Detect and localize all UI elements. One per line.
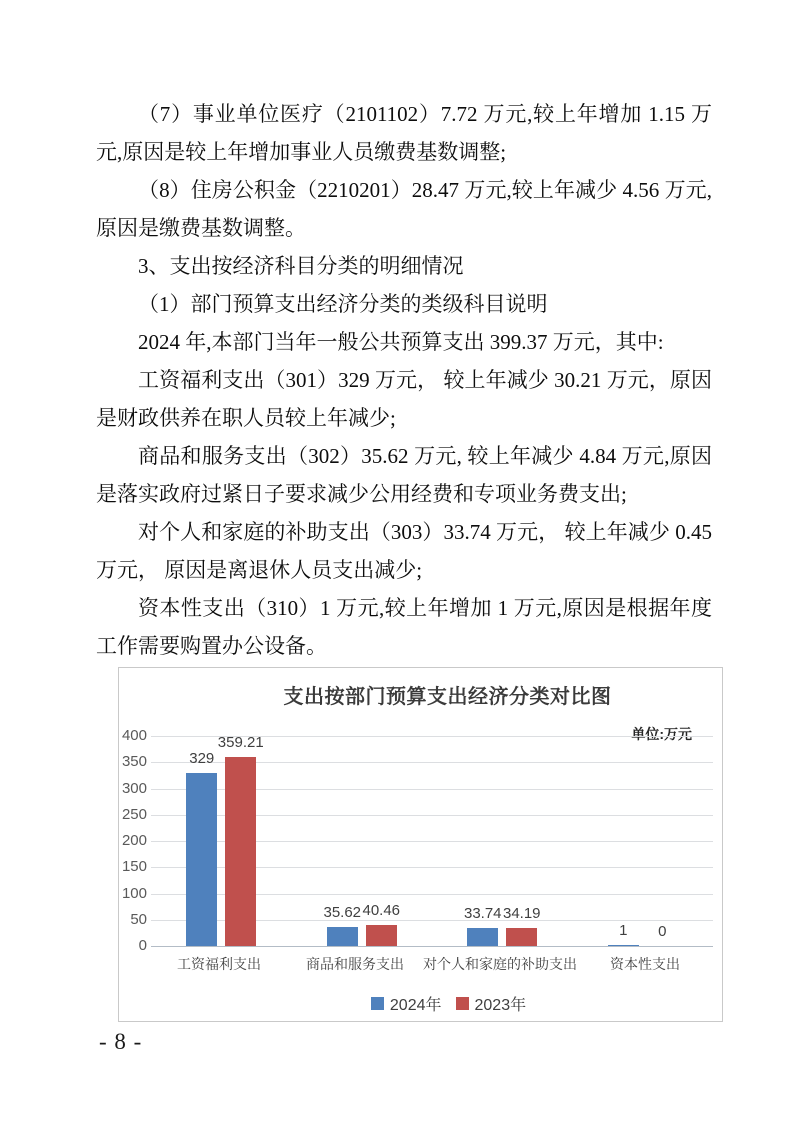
- bar-2023年: [506, 928, 537, 946]
- paragraph: 3、支出按经济科目分类的明细情况: [138, 254, 464, 278]
- document-body: [96, 95, 712, 665]
- expenditure-comparison-chart: [118, 667, 723, 1022]
- bar-value-label: 359.21: [217, 734, 264, 752]
- legend-item-2024年: [371, 992, 442, 1015]
- bar-2024年: [327, 927, 358, 946]
- x-axis-line: [151, 946, 713, 947]
- bar-2024年: [186, 773, 217, 946]
- bar-value-label: 40.46: [362, 901, 401, 919]
- category-label: 资本性支出: [610, 956, 680, 972]
- category-label: 商品和服务支出: [306, 956, 404, 972]
- paragraph: （8）住房公积金（2210201）28.47 万元,较上年减少 4.56 万元,原因是缴费基数调整。: [96, 178, 712, 240]
- bar-value-label: 34.19: [502, 905, 541, 923]
- bar-group: [573, 736, 714, 946]
- legend-label: 2023年: [474, 997, 527, 1014]
- y-axis-tick-label: 50: [130, 910, 147, 928]
- y-axis-tick-label: 100: [121, 884, 147, 902]
- y-axis-tick-label: 300: [121, 779, 147, 797]
- bar-2023年: [225, 757, 256, 946]
- category-label: 对个人和家庭的补助支出: [423, 956, 577, 972]
- y-axis-tick-label: 0: [138, 937, 147, 954]
- paragraph: （7）事业单位医疗（2101102）7.72 万元,较上年增加 1.15 万元,原因是较上年增加事业人员缴费基数调整;: [96, 102, 712, 164]
- bar-slot: [502, 905, 541, 946]
- bar-2024年: [467, 928, 498, 946]
- bar-group: [151, 736, 292, 946]
- legend-swatch-icon: [371, 997, 384, 1010]
- bar-slot: [323, 904, 362, 946]
- bar-slot: [217, 734, 264, 946]
- y-axis-tick-label: 150: [121, 858, 147, 876]
- y-axis-tick-label: 250: [121, 805, 147, 823]
- bar-slot: [608, 921, 639, 947]
- bar-slot: [186, 750, 217, 946]
- bar-value-label: 329: [189, 750, 215, 768]
- paragraph: （1）部门预算支出经济分类的类级科目说明: [138, 292, 548, 316]
- paragraph: 对个人和家庭的补助支出（303）33.74 万元， 较上年减少 0.45 万元， 原因是离退休人员支出减少;: [96, 520, 712, 582]
- chart-legend: [147, 992, 750, 1015]
- category-label: 工资福利支出: [177, 956, 261, 972]
- legend-item-2023年: [456, 992, 527, 1015]
- paragraph: 工资福利支出（301）329 万元， 较上年减少 30.21 万元，原因是财政供养在职人员较上年减少;: [96, 368, 712, 430]
- paragraph: 商品和服务支出（302）35.62 万元, 较上年减少 4.84 万元,原因是落实政府过紧日子要求减少公用经费和专项业务费支出;: [96, 444, 712, 506]
- paragraph: 资本性支出（310）1 万元,较上年增加 1 万元,原因是根据年度工作需要购置办公设备。: [96, 596, 712, 658]
- bar-value-label: 1: [619, 921, 628, 939]
- chart-title: 支出按部门预算支出经济分类对比图: [283, 686, 612, 708]
- bar-group: [292, 736, 433, 946]
- bar-group: [432, 736, 573, 946]
- y-axis-tick-label: 350: [121, 753, 147, 771]
- bar-slot: [362, 901, 401, 946]
- chart-unit-label: 单位:万元: [631, 726, 692, 742]
- category-axis: [151, 954, 713, 974]
- bar-value-label: 33.74: [463, 905, 502, 923]
- paragraph: 2024 年,本部门当年一般公共预算支出 399.37 万元，其中:: [138, 330, 664, 354]
- bar-2024年: [608, 945, 639, 947]
- y-axis-tick-label: 200: [121, 832, 147, 849]
- page-number: - 8 -: [99, 1029, 143, 1054]
- legend-swatch-icon: [456, 997, 469, 1010]
- bar-2023年: [366, 925, 397, 946]
- legend-label: 2024年: [389, 997, 442, 1014]
- bar-slot: [463, 905, 502, 946]
- bar-value-label: 0: [658, 923, 667, 940]
- y-axis-tick-label: 400: [121, 727, 147, 744]
- bar-value-label: 35.62: [323, 904, 362, 922]
